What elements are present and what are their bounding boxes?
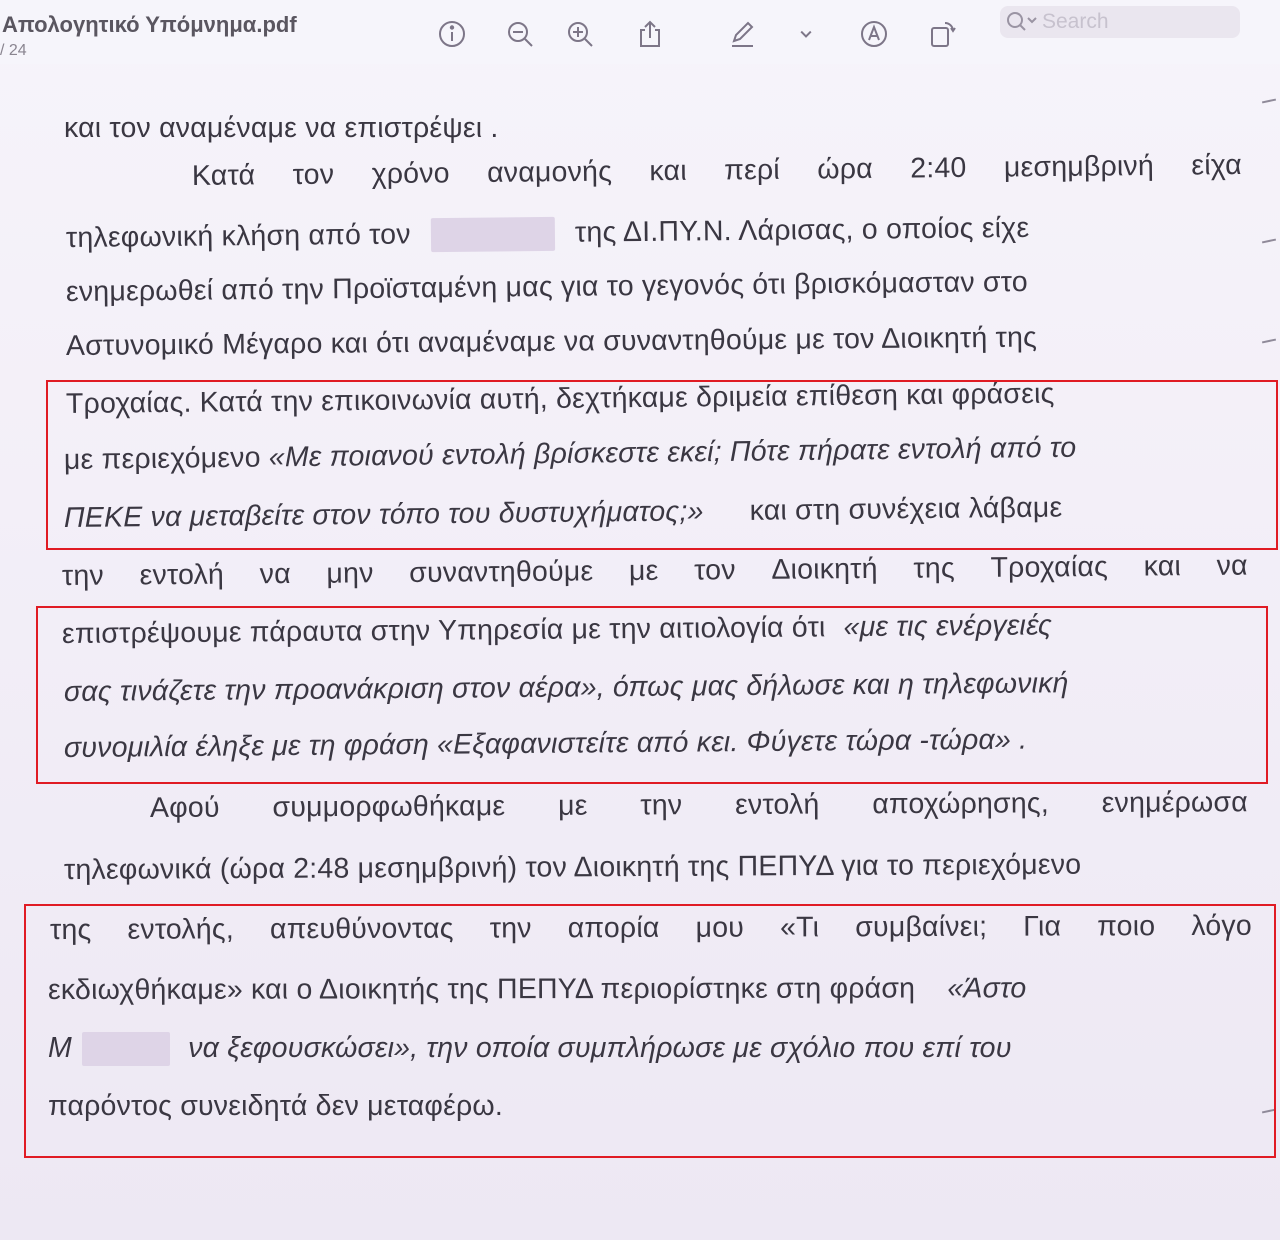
text-line: και τον αναμέναμε να επιστρέψει . (64, 112, 499, 144)
text-line (150, 786, 1248, 832)
text-line: Αστυνομικό Μέγαρο και ότι αναμέναμε να συναντηθούμε με τον Διοικητή της (65, 321, 1038, 362)
text-line-part: με περιεχόμενο (63, 441, 261, 476)
highlight-box (46, 377, 1278, 550)
quote-italic: «με τις ενέργειές (843, 609, 1053, 644)
text-line: Τροχαίας. Κατά την επικοινωνία αυτή, δεχτήκαμε δριμεία επίθεση και φράσεις (65, 377, 1055, 420)
text-line: ενημερωθεί από την Προϊσταμένη μας για το γεγονός ότι βρισκόμασταν στο (65, 265, 1028, 308)
quote-italic: συνομιλία έληξε με τη φράση «Εξαφανιστείτε από κει. Φύγετε τώρα -τώρα» . (63, 723, 1028, 764)
page-count: / 24 (0, 42, 27, 59)
text-line (66, 210, 1244, 262)
quote-italic: σας τινάζετε την προανάκριση στον αέρα», όπως μας δήλωσε και η τηλεφωνική (63, 667, 1069, 708)
page-count-value: 24 (8, 42, 27, 59)
quote-italic: ΠΕΚΕ να μεταβείτε στον τόπο του δυστυχήματος;» (63, 495, 704, 534)
text-line-part: εκδιωχθήκαμε» και ο Διοικητής της ΠΕΠΥΔ περιορίστηκε στη φράση (47, 972, 916, 1006)
quote-italic: «Άστο (947, 972, 1027, 1005)
text-line (192, 149, 1242, 200)
text-line-content: Κατά τον χρόνο αναμονής και περί ώρα 2:40 μεσημβρινή είχα (191, 149, 1243, 192)
text-line-part: τηλεφωνική κλήση από τον (65, 218, 411, 254)
text-line-part: και στη συνέχεια λάβαμε (749, 491, 1063, 527)
text-line-content: της εντολής, απευθύνοντας την απορία μου «Τι συμβαίνει; Για ποιο λόγο (49, 909, 1252, 946)
redaction-box (431, 217, 555, 252)
document-title: Απολογητικό Υπόμνημα.pdf (2, 12, 297, 37)
highlight-box (36, 606, 1268, 784)
quote-italic: Μ (48, 1032, 72, 1064)
text-line-content: την εντολή να μην συναντηθούμε με τον Διοικητή της Τροχαίας και να (61, 549, 1248, 592)
text-line-part: της ΔΙ.ΠΥ.Ν. Λάρισας, ο οποίος είχε (574, 211, 1030, 249)
text-line: παρόντος συνειδητά δεν μεταφέρω. (48, 1090, 503, 1122)
text-line-content: Αφού συμμορφωθήκαμε με την εντολή αποχώρησης, ενημέρωσα (149, 786, 1249, 824)
text-line: τηλεφωνικά (ώρα 2:48 μεσημβρινή) τον Διοικητή της ΠΕΠΥΔ για το περιεχόμενο (63, 848, 1082, 886)
text-line (62, 550, 1248, 600)
highlight-box (24, 904, 1276, 1158)
quote-italic: να ξεφουσκώσει», την οποία συμπλήρωσε με σχόλιο που επί του (188, 1032, 1012, 1064)
text-line-part: επιστρέψουμε πάραυτα στην Υπηρεσία με την αιτιολογία ότι (61, 611, 826, 650)
quote-italic: «Με ποιανού εντολή βρίσκεστε εκεί; Πότε πήρατε εντολή από το (268, 431, 1077, 474)
